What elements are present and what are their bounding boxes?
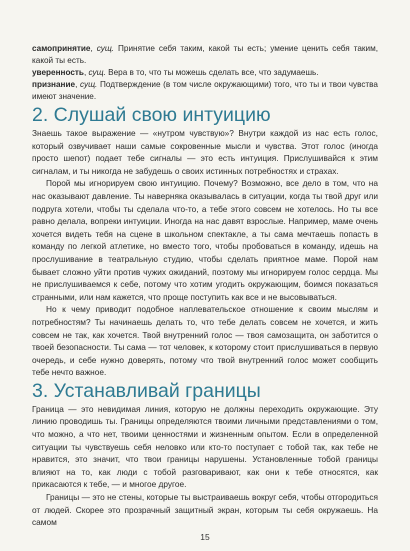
glossary-pos: сущ. — [79, 80, 98, 89]
body-paragraph: Но к чему приводит подобное наплевательское отношение к своим мыслям и потребностям? Ты начинаешь делать то, что тебе делать совсем не хочется, и жить совсем не так, как хочется. Твой внутренний голос — твоя самозащита, он заботится о твоей безопасности. Ты сама — тот человек, к которому стоит прислушиваться в первую очередь, и себе нужно доверять, потому что твой внутренний голос может сообщить тебе нечто важное. — [32, 304, 378, 378]
glossary-definition: Вера в то, что ты можешь сделать все, что задумаешь. — [108, 68, 319, 77]
body-paragraph: Знаешь такое выражение — «нутром чувствую»? Внутри каждой из нас есть голос, который озвучивает наши самые сокровенные мысли и чувства. Этот голос (иногда просто шепот) подает тебе сигналы — это есть интуиция. Прислушивайся к этим сигналам, и ты никогда не забудешь о своих истинных потребностях и страхах. — [32, 128, 378, 176]
section-heading-boundaries: 3. Устанавливай границы — [32, 379, 261, 402]
glossary-definition: Подтверждение (в том числе окружающими) того, что ты и твои чувства имеют значение. — [32, 80, 378, 101]
body-paragraph: Граница — это невидимая линия, которую не должны переходить окружающие. Эту линию проводишь ты. Границы определяются твоими личными представлениями о том, что можно, а что нет, твоими ценностями и жизненным опытом. Если в определенной ситуации ты чувствуешь себя неловко или кто-то поступает с тобой так, как тебе не нравится, это значит, что твои границы нарушены. Установленные тобой границы влияют на то, как люди с тобой разговаривают, как они к тебе относятся, как прикасаются к тебе, — и многое другое. — [32, 403, 378, 490]
section-heading-intuition: 2. Слушай свою интуицию — [32, 104, 271, 126]
glossary-term: признание — [32, 80, 76, 89]
glossary-entry-recognition: признание, сущ. Подтверждение (в том числе окружающими) того, что ты и твои чувства имеют значение. — [32, 80, 378, 101]
body-paragraph: Порой мы игнорируем свою интуицию. Почему? Возможно, все дело в том, что на нас оказывают давление. Ты наверняка оказывалась в ситуации, когда ты твой друг или подруга хотели, чтобы ты сделала что-то, а тебе этого совсем не хотелось. Но ты все равно делала, вопреки интуиции. Иногда на нас давят взрослые. Например, маме очень хочется видеть тебя на сцене в школьном спектакле, а ты сама мечтаешь попасть в команду по легкой атлетике, но вместо того, чтобы пробоваться в команду, идешь на прослушивание в театральную студию, чтобы сделать приятное маме. Порой нам бывает сложно уйти против чужих ожиданий, поэтому мы игнорируем голос сердца. Мы не прислушиваемся к себе, потому что хотим угодить окружающим, боимся показаться странными, или нам кажется, что проще поступить как все и не высовываться. — [32, 178, 378, 302]
page-number: 15 — [200, 532, 210, 542]
glossary-term: самопринятие — [32, 44, 91, 53]
glossary-pos: сущ. — [88, 68, 106, 77]
glossary-definition: Принятие себя таким, какой ты есть; умение ценить себя таким, какой ты есть. — [32, 44, 378, 65]
glossary-term: уверенность — [32, 68, 84, 77]
glossary-entry-confidence: уверенность, сущ. Вера в то, что ты можешь сделать все, что задумаешь. — [32, 68, 319, 77]
glossary-entry-self-acceptance: самопринятие, сущ. Принятие себя таким, какой ты есть; умение ценить себя таким, какой ты есть. — [32, 44, 378, 65]
body-paragraph: Границы — это не стены, которые ты выстраиваешь вокруг себя, чтобы отгородиться от людей. Скорее это прозрачный защитный экран, которым ты себя окружаешь. На самом — [32, 492, 378, 528]
glossary-pos: сущ. — [96, 44, 115, 53]
